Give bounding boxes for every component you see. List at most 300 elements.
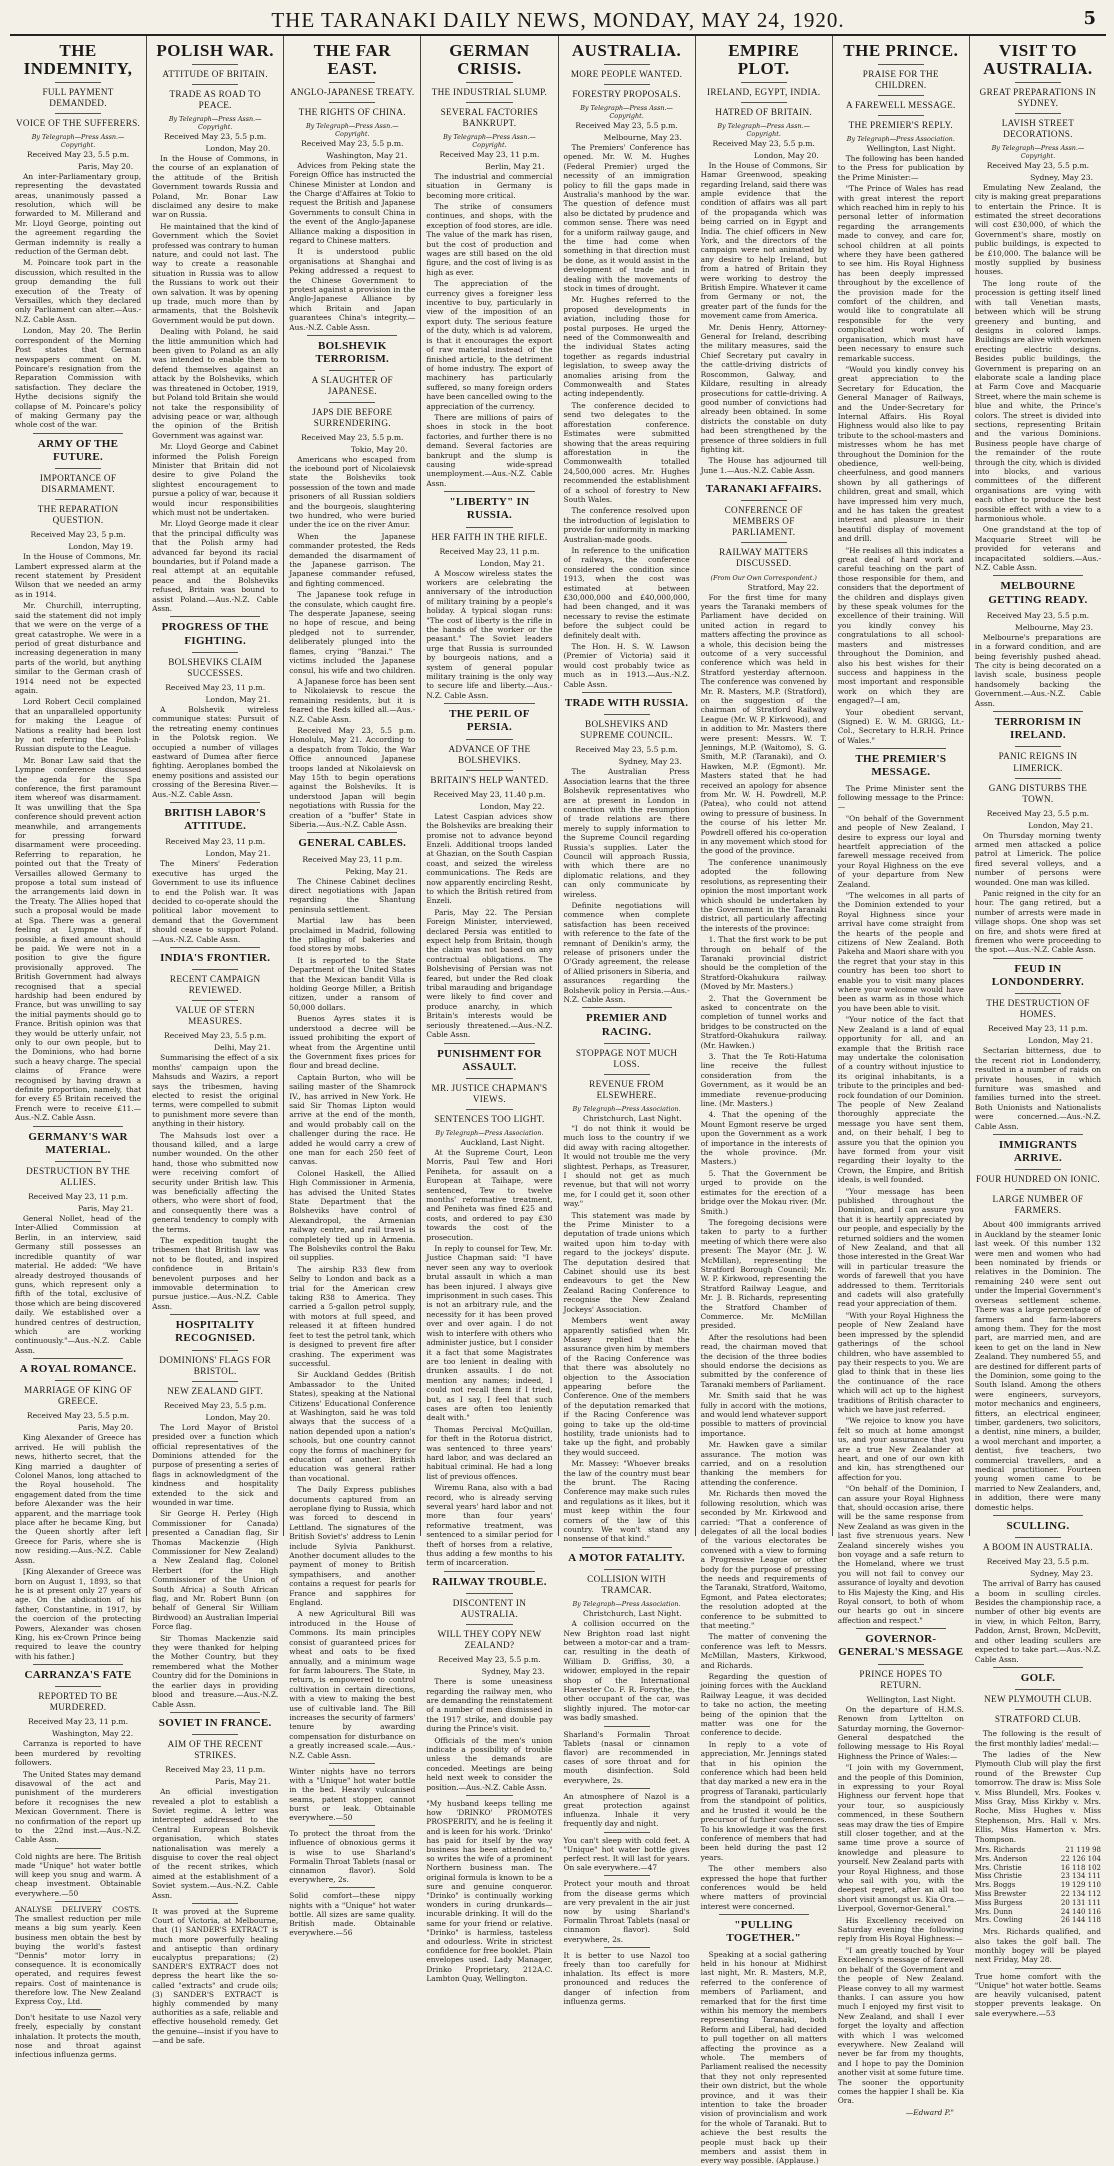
subheading: A SLAUGHTER OF JAPANESE. <box>311 375 393 397</box>
dateline: Auckland, Last Night. <box>460 1137 545 1147</box>
credit-line: By Telegraph—Press Assn.—Copyright. <box>168 114 262 131</box>
subheading: RECENT CAMPAIGN REVIEWED. <box>169 974 261 996</box>
received-line: Received May 23, 5.5 p.m. <box>986 160 1090 170</box>
subheading: A BOOM IN AUSTRALIA. <box>982 1542 1093 1553</box>
dateline: Washington, May 22. <box>52 1729 134 1739</box>
column-rule <box>741 102 787 103</box>
column-rule <box>719 478 809 479</box>
dateline: Sydney, May 23. <box>1030 1569 1093 1579</box>
article-paragraph: The conference resolved upon the introduction of legislation to provide for uniformity in marking Australian-made goods. <box>563 506 690 544</box>
article-paragraph: Mr. Churchill, interrupting, said the statement did not imply that we were on the verge of a great catastrophe. We were in a period of great disturbance and increasing degeneration in many parts of the world, but anything similar to the German crash of 1914 need not be expected again. <box>15 601 142 695</box>
column-5 <box>559 36 696 2006</box>
subheading: MARRIAGE OF KING OF GREECE. <box>24 1385 133 1407</box>
article-paragraph: The following has been handed to the Press for publication by the Prime Minister:— <box>837 153 964 182</box>
credit-line: By Telegraph—Press Assn.—Copyright. <box>717 121 811 138</box>
column-rule <box>604 1726 650 1727</box>
article-paragraph: The Daily Express publishes documents captured from an aeroplane flying to Russia, which was forced to descend in Lettland. The signatures of the British Soviet's' address to Lenin include Sylvia Pankhurst. Another document alludes to the payment of money to British sympathisers, and another contains a request for pearls for France and sapphires for England. <box>289 1485 416 1608</box>
article-paragraph: Colonel Haskell, the Allied High Commissioner in Armenia, has advised the United States State Department that the Bolsheviks have control of Alexandropol, the Armenian railway centre, and rail travel is completely tied up in Armenia. The Bolsheviks control the Baku oil supplies. <box>289 1168 416 1263</box>
subheading: PANIC REIGNS IN LIMERICK. <box>998 751 1078 773</box>
article-paragraph: After the resolutions had been read, the chairman moved that the decision of the three bodies should endorse the decisions as submitted by the conference of Taranaki members of Parliament. <box>700 1332 827 1389</box>
credit-line: By Telegraph—Press Assn.—Copyright. <box>443 132 536 149</box>
received-line: Received May 23, 5.5 p.m. <box>301 432 404 442</box>
table-row <box>975 1855 1101 1864</box>
article-paragraph: Mr. Lloyd George and Cabinet informed the Polish Foreign Minister that Britain did not desire to give Poland the slightest encouragement to pursue a policy of war, because it would incur responsibilities which must not be undertaken. <box>152 442 279 517</box>
golfer-name: Miss Burgess <box>974 1898 1023 1907</box>
column-rule <box>466 1593 512 1594</box>
article-paragraph: The strike of consumers continues, and shops, with the exception of food stores, are idle. The value of the mark has risen, but the cost of production and wages are still based on the old figure, and the cost of living is as high as ever. <box>426 202 553 277</box>
column-rule <box>466 527 512 528</box>
article-paragraph: A collision occurred on the New Brighton road last night between a motor-car and a tram-car, resulting in the death of William D. Griffiss, 30, a widower, employed in the repair shop of the International Harvester Co. F. R. Forsythe, the other occupant of the car, was slightly injured. The motor-car was badly smashed. <box>563 1619 690 1723</box>
golfer-name: Mrs. Richards <box>974 1846 1025 1855</box>
advertisement: "My husband keeps telling me how 'DRINKO' PROMOTES PROSPERITY, and he is feeling it and is keen for his work. 'Drinko' has paid for itself by the way business has been attended to," so writes the wife of a prominent Northern business man. The original formula is known to be a sure and genuine conqueror. "Drinko" is continually working wonders in curing drunkards—incurable drinking. It will do the same for your friend or relative. "Drinko" is harmless, tasteless and odourless. Write in strictest confidence for free booklet. Plain envelopes used. Lady Manager, Drinko Proprietary, 212A.C. Lambton Quay, Wellington. <box>426 1799 553 1983</box>
article-paragraph: "Your notice of the fact that New Zealand is a land of equal opportunity for all, and an example that the British race may undertake the colonisation of a country without injustice to its original inhabitants, is a tribute to the principles and bed-rock foundation of our Dominion. The people of New Zealand thoroughly appreciate the message you have sent them, and, on their behalf, I beg to assure you that the opinion you have formed from your visit regarding their loyalty to the Crown, the Empire, and British ideals, is well founded. <box>837 1015 964 1185</box>
subheading: AIM OF THE RECENT STRIKES. <box>167 1739 263 1761</box>
received-line: Received May 23, 5.5 p.m. <box>164 1400 267 1410</box>
subheading: MORE PEOPLE WANTED. <box>570 68 683 79</box>
article-paragraph: The Hon. H. S. W. Lawson (Premier of Victoria) said it would cost probably twice as much as in 1913.—Aus.-N.Z. Cable Assn. <box>563 642 690 689</box>
column-rule <box>604 84 650 85</box>
article-paragraph: The other members also expressed the hope that further conferences would be held where matters of provincial interest were concerned. <box>700 1864 827 1911</box>
received-line: Received May 23, 5.5 p.m. <box>164 1031 267 1041</box>
article-paragraph: In reference to the unification of railways, the conference considered the condition since 1913, when the cost was estimated at between £30,000,000 and £40,000,000, had been changed, and it was necessary to revise the estimate before the subject could be definitely dealt with. <box>563 545 690 640</box>
column-rule <box>170 1314 260 1315</box>
golfer-name: Miss Christie <box>974 1872 1022 1881</box>
article-paragraph: Received May 23, 5.5 p.m. Honolulu, May 21. According to a despatch from Tokio, the War Office announced Japanese troops landed at Nikolaievsk on May 15th to begin operations against the Bolsheviks. It is understood Japan will begin negotiations with Russia for the creation of a "buffer" State in Siberia.—Aus.-N.Z. Cable Assn. <box>289 725 416 829</box>
signature-line: —Edward P." <box>905 2107 954 2117</box>
article-paragraph: Wiremu Rana, also with a bad record, who is already serving several years' hard labor and not more than four years' reformative treatment, was sentenced to a similar period for theft of horses from a relative, thus adding a few months to his term of incarceration. <box>426 1483 553 1568</box>
article-paragraph: 1. That the first work to be put through on behalf of the Taranaki provincial district should be the completion of the Stratford-Okahukura railway. (Moved by Mr. Masters.) <box>700 935 827 992</box>
dateline: Melbourne, May 23. <box>603 132 682 142</box>
column-rule <box>878 115 924 116</box>
received-line: Received May 23, 5.5 p.m. <box>575 120 678 130</box>
golfer-score: 23 134 111 <box>1060 1872 1101 1881</box>
article-paragraph: Latest Caspian advices show the Bolsheviks are breaking their promise not to advance beyond Enzeli. Additional troops landed at Ghazian, on the South Caspian coast, and seized the wireless communications. The Reds are now apparently encircling Resht, to which the British retired from Enzeli. <box>426 811 553 906</box>
column-rule <box>582 692 672 693</box>
column-rule <box>192 652 238 653</box>
golfer-score: 24 140 116 <box>1060 1907 1101 1916</box>
column-rule <box>993 958 1083 959</box>
received-line: Received May 23, 11 p.m. <box>165 682 266 692</box>
article-paragraph: Mr. Bonar Law said that the Lympne conference discussed the agenda for the Spa conference, the first paramount item whereof was disarmament. It was unwilling that the Spa conference should prevent action meanwhile, and arrangements for pressing forward disarmament were proceeding. Referring to reparation, he pointed out that the Treaty of Versailles allowed Germany to propose a total sum instead of the arrangements laid down in the Treaty. The Allies hoped that such a proposal would be made at Spa. There was a general feeling at Lympne that, if possible, a fixed amount should be paid. We were not in a position to give the figure provisionally approved. The British Government had always recognised that a special hardship had been endured by France, but was unwilling to say the initial payments should go to France. British opinion was that they would be utterly unfair, not only to our own people, but to the Dominions, who had borne such a heavy charge. The special claims of France were recognised by having drawn a definite proportion, namely, that for every £5 Britain received the French were to receive £11.—Aus.-N.Z. Cable Assn. <box>15 755 142 1123</box>
section-heading: "LIBERTY" IN RUSSIA. <box>449 496 530 522</box>
column-rule <box>1015 1537 1061 1538</box>
column-rule <box>444 1043 534 1044</box>
column-rule <box>170 802 260 803</box>
received-line: Received May 23, 5.5 p.m. <box>26 149 130 159</box>
column-rule <box>192 1000 238 1001</box>
credit-line: By Telegraph—Press Assn.—Copyright. <box>305 121 399 138</box>
article-paragraph: General Nollet, head of the Inter-Allied Commission at Berlin, in an interview, said Germany still possesses an incredible quantity of war material. He added: "We have already destroyed thousands of guns, which represent only a fifth of the total, exclusive of those which are being discovered daily. We established over a hundred centres of destruction, which are working continuously."—Aus.-N.Z. Cable Assn. <box>15 1214 142 1355</box>
article-paragraph: Speaking at a social gathering held in his honour at Midhirst last night, Mr. R. Masters, M.P., referred to the conference of members of Parliament, and remarked that for the first time within his memory the members representing Taranaki, both Reform and Liberal, had decided to pull together on all matters affecting the province as a whole. The members of Parliament realised the necessity that they not only represented their own district, but the whole province, and it was their intention to take the broader vision of provincialism and work for the whole of Taranaki. But to achieve the best results the people must back up their members and assist them in every way possible. (Applause.) <box>700 1949 827 2166</box>
dateline: London, May 21. <box>205 849 271 859</box>
golf-results-table <box>975 1846 1101 1925</box>
column-rule <box>466 1078 512 1079</box>
section-heading: A MOTOR FATALITY. <box>568 1551 685 1564</box>
article-paragraph: On the departure of H.M.S. Renown from Lyttelton on Saturday morning, the Governor-General despatched the following message to His Royal Highness the Prince of Wales:— <box>837 1704 964 1761</box>
article-paragraph: The Miners' Federation executive has urged the Government to use its influence to end the Polish war. It was decided to co-operate should the political labor movement to demand that the Government should cease to support Poland.—Aus.-N.Z. Cable Assn. <box>152 859 279 944</box>
subheading: THE PREMIER'S REPLY. <box>848 119 953 130</box>
advertisement: True home comfort with the "Unique" hot water bottle. Seams are heavily vulcanised, patent stopper prevents leakage. On sale everywhere.—53 <box>974 1971 1101 2018</box>
dateline: Berlin, May 21. <box>485 161 545 171</box>
advertisement: You can't sleep with cold feet. A "Unique" hot water bottle gives perfect rest. It will last for years. On sale everywhere.—47 <box>563 1835 690 1873</box>
article-paragraph: When the Japanese commander protested, the Reds demanded the disarmament of the Japanese garrison. The Japanese commander refused, and fighting commenced. <box>289 531 416 588</box>
dateline: Paris, May 20. <box>77 1423 134 1433</box>
column-rule <box>466 739 512 740</box>
column-rule <box>719 1914 809 1915</box>
subheading: ANGLO-JAPANESE TREATY. <box>290 86 415 97</box>
column-7 <box>833 36 970 2117</box>
article-paragraph: 4. That the opening of the Mount Egmont reserve be urged upon the Government as a work of importance in the interests of the whole province. (Mr. Masters.) <box>700 1110 827 1167</box>
column-rule <box>1015 1169 1061 1170</box>
golfer-score: 21 119 98 <box>1065 1846 1101 1855</box>
column-4 <box>421 36 558 1983</box>
column-rule <box>1015 1189 1061 1190</box>
article-paragraph: M. Poincare took part in the discussion, which resulted in the group demanding the full execution of the Treaty of Versailles, which they declared only Parliament can alter.—Aus.-N.Z. Cable Assn. <box>15 258 142 324</box>
column-rule <box>55 82 101 83</box>
article-paragraph: "The welcomes in all parts of the Dominion extended to your Royal Highness since your arrival have come straight from the hearts of the people and citizens of New Zealand. Both Pakeha and Maori share with you the regret that your stay in this country has been too short to enable you to visit many places where your welcome would have been as warm as in those which you have been able to visit. <box>837 891 964 1013</box>
column-rule <box>55 1686 101 1687</box>
article-paragraph: Captain Burton, who will be sailing master of the Shamrock IV., has arrived in New York. He said Sir Thomas Lipton would arrive at the end of the month, and would probably call on the challenger during the race. He added he would carry a crew of one man for each 250 feet of canvas. <box>289 1072 416 1167</box>
dateline: Peking, May 21. <box>345 866 408 876</box>
dateline: London, May 19. <box>68 542 134 552</box>
section-heading: THE PREMIER'S MESSAGE. <box>855 753 947 779</box>
article-paragraph: This statement was made by the Prime Minister to a deputation of trade unions which waited upon him to-day with regard to the jockeys' dispute. The deputation desired that Cabinet should use its best endeavours to get the New Zealand Racing Conference to recognise the New Zealand Jockeys' Association. <box>563 1210 690 1314</box>
article-paragraph: Thomas Percival McQuillan, for theft in the Rotorua district, was sentenced to three years' hard labor, and was declared an habitual criminal. He had a long list of previous offences. <box>426 1424 553 1481</box>
received-line: Received May 23, 11 p.m. <box>302 854 403 864</box>
article-paragraph: Paris, May 22. The Persian Foreign Minister, interviewed, declared Persia was entitled to expect help from Britain, though the claim was not based on any contractual obligations. The Bolshevising of Persian was not feared, but under the Red cloak tribal marauding and brigandage were likely to find cover and produce anarchy, in which Britain's interests would be seriously threatened.—Aus.-N.Z. Cable Assn. <box>426 907 553 1040</box>
dateline: London, May 20. <box>205 143 271 153</box>
advertisement: Don't hesitate to use Nazol very freely, especially by constant inhalation. It protects the mouth, nose and throat against infectious influenza germs. <box>15 2013 142 2059</box>
dateline: London, May 22. <box>479 801 545 811</box>
subheading: JAPS DIE BEFORE SURRENDERING. <box>312 406 393 428</box>
column-rule <box>33 1126 123 1127</box>
column-rule <box>466 770 512 771</box>
article-paragraph: On Thursday morning twenty armed men attacked a police patrol at Limerick. The police fired several volleys, and a number of persons were wounded. One man was killed. <box>974 830 1101 887</box>
article-paragraph: "With your Royal Highness the people of New Zealand have been impressed by the splendid gatherings of the school children, who have assembled to pay their respects to you. We are glad to think that in these lies the continuance of the race which will act up to the highest traditions of British character to which we have just referred. <box>837 1310 964 1414</box>
article-paragraph: The expedition taught the tribesmen that British law was not to be flouted, and inspired confidence in Britain's benevolent purposes and her immovable determination to pursue justice.—Aus.-N.Z. Cable Assn. <box>152 1236 279 1311</box>
column-rule <box>604 1875 650 1876</box>
article-paragraph: The ladies of the New Plymouth Club will play the first round of the Brewster Cup tomorrow. The draw is: Miss Sole v. Miss Blundell, Mrs. Fookes v. Miss Gray, Miss Kirkby v. Mrs. Roche, Miss Hughes v. Miss Stephenson, Mrs. Hall v. Mrs. Ellis, Miss Hamerton v. Mrs. Thompson. <box>974 1749 1101 1844</box>
article-paragraph: In reply to a vote of appreciation, Mr. Jennings stated that in his opinion the conference which had been held that day marked a new era in the progress of Taranaki, particularly from the standpoint of politics, and he trusted it would be the precursor of further conferences. To his knowledge it was the first conference of members that had been held during the past 12 years. <box>700 1739 827 1862</box>
article-paragraph: The arrival of Barry has caused a boom in sculling circles. Besides the championship race, a number of other big events are in view, in which Felton, Barry, Paddon, Arnst, Brown, McDevitt, and other leading scullers are expected to take part.—Aus.-N.Z. Cable Assn. <box>974 1579 1101 1664</box>
column-rule <box>604 64 650 65</box>
advertisement: Sharland's Formalin Throat Tablets (nasal or cinnamon flavor) are recommended in cases of sore throat and for mouth disinfection. Sold everywhere, 2s. <box>563 1729 690 1785</box>
credit-line: By Telegraph—Press Assn.—Copyright. <box>991 143 1085 160</box>
column-rule <box>741 542 787 543</box>
subheading: BOLSHEVIKS CLAIM SUCCESSES. <box>168 656 263 678</box>
column-rule <box>444 491 534 492</box>
column-rule <box>55 1161 101 1162</box>
article-paragraph: Your obedient servant, (Signed) E. W. M. GRIGG, Lt.-Col., Secretary to H.R.H. Prince of Wales." <box>837 707 964 745</box>
subheading: ATTITUDE OF BRITAIN. <box>162 68 268 79</box>
dateline: London, May 20. <box>754 150 819 160</box>
section-heading: FEUD IN LONDONDERRY. <box>991 962 1085 989</box>
column-rule <box>192 1903 238 1904</box>
article-paragraph: Sir Auckland Geddes (British Ambassador to the United States), speaking at the National Citizens' Educational Conference at Washington, said he was told always that the success of a nation depended upon a nation's schools, but one country cannot copy the forms of machinery for education of another. British education was general rather than vocational. <box>289 1370 416 1483</box>
dateline: Paris, May 21. <box>77 1204 134 1214</box>
article-paragraph: Sir Thomas Mackenzie said they were thanked for helping the Mother Country, but they remembered what the Mother Country did for the Dominions in the earlier days in providing blood and treasure.—Aus.-N.Z. Cable Assn. <box>152 1633 279 1709</box>
advertisement: It is better to use Nazol too freely than too carefully for inhalation. Its effect is more pronounced and reduces the danger of infection from influenza germs. <box>563 1950 690 2006</box>
column-rule <box>466 1109 512 1110</box>
article-paragraph: "I am greatly touched by Your Excellency's message of farewell on behalf of the Government and the people of New Zealand. Please convey to all my warmest thanks. I can assure you how much I enjoyed my first visit to New Zealand, and shall I ever forget the loyalty and affection with which I was welcomed everywhere. New Zealand will never be far from my thoughts, and I hope to pay the Dominion another visit at some future time. The sooner the opportunity comes the happier I shall be. Kia Ora. <box>837 1945 964 2106</box>
article-paragraph: "I do not think it would be much loss to the country if we did away with racing altogether. It would not trouble me the very slightest. Perhaps, as Treasurer, I should not get as much revenue, but that will not worry me, for I could get it, soon other way." <box>563 1123 690 1209</box>
subheading: LARGE NUMBER OF FARMERS. <box>992 1194 1084 1216</box>
column-rule <box>1015 113 1061 114</box>
column-rule <box>192 1381 238 1382</box>
column-rule <box>993 1134 1083 1135</box>
dateline: London, May 21. <box>1028 820 1093 830</box>
subheading: THE DESTRUCTION OF HOMES. <box>986 998 1090 1020</box>
golfer-score: 16 118 102 <box>1060 1863 1101 1872</box>
subheading: REPORTED TO BE MURDERED. <box>38 1691 118 1713</box>
subheading: IMPORTANCE OF DISARMAMENT. <box>39 473 117 495</box>
received-line: Received May 23, 5.5 p.m. <box>575 745 678 755</box>
column-rule <box>192 969 238 970</box>
golfer-score: 19 129 110 <box>1060 1881 1101 1890</box>
section-heading: SCULLING. <box>1006 1520 1070 1533</box>
table-row <box>975 1864 1101 1873</box>
article-paragraph: Emulating New Zealand, the city is making great preparations to entertain the Prince. It is estimated the street decorations will cost £30,000, of which the Government's share, mostly on public buildings, is expected to be £10,000. The balance will be mostly supplied by business houses. <box>974 182 1101 277</box>
section-heading: GENERAL CABLES. <box>298 837 407 850</box>
article-paragraph: "On behalf of the Government and people of New Zealand, I desire to express our loyal and heartfelt appreciation of the farewell message received from your Royal Highness on the eve of your departure from New Zealand. <box>837 813 964 889</box>
subheading: COLLISION WITH TRAMCAR. <box>587 1574 666 1596</box>
article-paragraph: Sectarian bitterness, due to the recent riot in Londonderry, resulted in a number of raids on private houses, in which furniture was smashed and families turned into the street. Both Unionists and Nationalists were concerned.—Aus.-N.Z. Cable Assn. <box>974 1046 1101 1131</box>
article-paragraph: There is some uneasiness regarding the railway men, who are demanding the reinstatement of a number of men dismissed in the 1917 strike, and double pay during the Prince's visit. <box>426 1677 553 1734</box>
subheading: PRAISE FOR THE CHILDREN. <box>862 68 939 90</box>
article-paragraph: An official investigation revealed a plot to establish a Soviet regime. A letter was intercepted addressed to the Central European Bolshevik organisation, which states nationalisation was merely a disguise to cover the real object of the recent strikes, which aimed at the establishment of a Soviet system.—Aus.-N.Z. Cable Assn. <box>152 1787 279 1900</box>
article-paragraph: One grandstand at the top of Macquarie Street will be provided for veterans and incapacitated soldiers.—Aus.-N.Z. Cable Assn. <box>974 525 1101 573</box>
golfer-name: Mrs. Cowling <box>974 1916 1023 1925</box>
received-line: Received May 23, 5 p.m. <box>30 530 126 540</box>
credit-line: By Telegraph—Press Association. <box>435 1128 544 1137</box>
column-rule <box>582 1007 672 1008</box>
advertisement: Protect your mouth and throat from the disease germs which are very prevalent in the air just now by using Sharland's Formalin Throat Tablets (nasal or cinnamon flavor). Sold everywhere, 2s. <box>563 1879 690 1944</box>
article-paragraph: The Premiers' Conference has opened. Mr. W. M. Hughes (Federal Premier) urged the necessity of an immigration policy to fill the gaps made in Australia's manhood by the war. The question of defence must also be dictated by prudence and common sense. There was need for a uniform railway gauge, and the time had come when something in that direction must be done, as it would assist in the development of trade and in dealing with the movements of stock in times of drought. <box>563 142 690 293</box>
column-rule <box>993 1667 1083 1668</box>
credit-line: By Telegraph—Press Assn.—Copyright. <box>31 132 125 149</box>
column-headline: POLISH WAR. <box>156 41 274 60</box>
column-1 <box>10 36 147 2059</box>
dateline: Wellington, Last Night. <box>866 143 956 153</box>
dateline: London, May 21. <box>479 558 545 568</box>
dateline: Sydney, May 23. <box>1030 172 1093 182</box>
dateline: Christchurch, Last Night. <box>583 1113 682 1123</box>
article-paragraph: The matter of convening the conference was left to Messrs. McMillan, Masters, Kirkwood, and Richards. <box>700 1632 827 1670</box>
dateline: Sydney, May 23. <box>618 757 682 767</box>
dateline: Wellington, Last Night. <box>866 1694 956 1704</box>
column-rule <box>604 1788 650 1789</box>
column-rule <box>192 1350 238 1351</box>
subheading: REVENUE FROM ELSEWHERE. <box>589 1078 664 1100</box>
article-paragraph: At the Supreme Court, Leon Morris, Paul Tew and Hori Peniheta, for assault on a European at Taihape, were sentenced, Tew to twelve months' reformative treatment, and Peniheta was fined £25 and costs, and ordered to pay £30 towards the cost of the prosecution. <box>426 1147 553 1242</box>
subheading: HATRED OF BRITAIN. <box>715 106 813 117</box>
subheading: DISCONTENT IN AUSTRALIA. <box>452 1598 527 1620</box>
column-rule <box>55 1848 101 1849</box>
section-heading: "PULLING TOGETHER." <box>726 1919 801 1945</box>
subheading: LAVISH STREET DECORATIONS. <box>1001 117 1075 139</box>
column-rule <box>329 402 375 403</box>
column-rule <box>329 1887 375 1888</box>
golfer-name: Mrs. Boggs <box>974 1881 1016 1890</box>
column-rule <box>192 84 238 85</box>
article-paragraph: [King Alexander of Greece was born on August 1, 1893, so that he is at present only 27 years of age. On the abdication of his father, Constantine, in 1917, by the coercion of the protecting Powers, Alexander was chosen King, his ex-Crown Prince being required to leave the country with his father.] <box>15 1567 142 1661</box>
article-paragraph: Lord Robert Cecil complained that an unparalleled opportunity for making the League of Nations a reality had been lost by not referring the Polish-Russian dispute to the League. <box>15 697 142 754</box>
received-line: Received May 23, 5.5 p.m. <box>164 131 267 141</box>
column-headline: THE PRINCE. <box>843 41 959 60</box>
advertisement: Cold nights are here. The British made "Unique" hot water bottle will keep you snug and warm. A cheap investment. Obtainable everywhere.—50 <box>15 1851 142 1898</box>
article-paragraph: Buenos Ayres states it is understood a decree will be issued prohibiting the export of wheat from the Argentine until the Government fixes prices for flour and bread decline. <box>289 1014 416 1071</box>
column-rule <box>192 64 238 65</box>
column-rule <box>878 64 924 65</box>
column-rule <box>444 1571 534 1572</box>
article-paragraph: There are millions of pairs of shoes in stock in the boot factories, and further there is no demand. Several factories are bankrupt and the slump is causing wide-spread unemployment.—Aus.-N.Z. Cable Assn. <box>426 412 553 488</box>
column-headline: THE INDEMNITY, <box>23 41 133 78</box>
received-line: Received May 23, 5.5 p.m. <box>438 1655 541 1665</box>
received-line: Received May 23, 11 p.m. <box>439 546 540 556</box>
article-paragraph: Regarding the question of joining forces with the Auckland Railway League, it was decided to take no action, the meeting being of the opinion that the matter was one for the conference to decide. <box>700 1672 827 1738</box>
advertisement: ANALYSE DELIVERY COSTS. The smallest reduction per mile means a big sum yearly. Keen business men obtain the best by buying the world's fastest "Dennis" motor lorry in consequence. It is economically operated, and requires fewest repairs. Cost of maintenance is therefore low. The New Zealand Express Coy., Ltd. <box>15 1904 142 2006</box>
subheading: IRELAND, EGYPT, INDIA. <box>707 86 821 97</box>
column-3 <box>284 36 421 1938</box>
subheading: SENTENCES TOO LIGHT. <box>434 1113 545 1124</box>
column-rule <box>741 500 787 501</box>
advertisement: It was proved at the Supreme Court of Victoria, at Melbourne, that (1) SANDER'S EXTRACT is much more powerfully healing and antiseptic than ordinary eucalyptus preparations; (2) SANDER'S EXTRACT does not depress the heart like the so-called "extracts" and crude oils; (3) SANDER'S EXTRACT is highly commended by many authorities as a safe, reliable and effective household remedy. Get the genuine—insist if you have to—and be safe. <box>152 1907 279 2045</box>
received-line: Received May 23, 11 p.m. <box>165 837 266 847</box>
subheading: THE INDUSTRIAL SLUMP. <box>431 86 548 97</box>
dateline: Tokio, May 20. <box>350 444 408 454</box>
article-paragraph: "He realises all this indicates a great deal of hard work and careful teaching on the part of those responsible for them, and considers that the deportment of the children and displays given by these speak volumes for the excellence of their training. Will you kindly convey his congratulations to all school-masters and mistresses throughout the Dominion, and also his best wishes for their success and happiness in the most important and responsible work on which they are engaged?—I am, <box>837 545 964 706</box>
column-rule <box>170 947 260 948</box>
article-paragraph: The Prime Minister sent the following message to the Prince:— <box>837 783 964 812</box>
column-rule <box>604 714 650 715</box>
received-line: Received May 23, 5.5 p.m. <box>986 610 1090 620</box>
subheading: STRATFORD CLUB. <box>994 1714 1082 1725</box>
golfer-score: 22 126 104 <box>1060 1854 1101 1863</box>
column-rule <box>1015 1968 1061 1969</box>
column-2 <box>147 36 284 2045</box>
golfer-name: Miss Brewster <box>974 1890 1027 1899</box>
subheading: GANG DISTURBS THE TOWN. <box>988 782 1088 804</box>
article-paragraph: 5. That the Government be urged to provide on the estimates for the erection of a bridge over the Mokau river. (Mr. Smith.) <box>700 1168 827 1216</box>
column-headline: VISIT TO AUSTRALIA. <box>983 41 1093 78</box>
section-heading: BRITISH LABOR'S ATTITUDE. <box>164 806 266 833</box>
column-rule <box>329 1763 375 1764</box>
section-heading: IMMIGRANTS ARRIVE. <box>998 1138 1078 1165</box>
article-paragraph: Dealing with Poland, he said the little ammunition which had been given to Poland as an ally was intended to enable them to defend themselves against an attack by the Bolsheviks, which was threatened in October, 1919, but Poland told Britain she would not take the responsibility of advising peace or war, although the opinion of the British Government was against war. <box>152 327 279 440</box>
column-rule <box>329 370 375 371</box>
article-paragraph: Mr. Hughes referred to the proposed developments in aviation, including those for postal purposes. He urged the need of the Commonwealth and the individual States acting together as regards industrial legislation, to sweep away the anomalies arising from the Commonwealth and States acting independently. <box>563 295 690 399</box>
subheading: STOPPAGE NOT MUCH LOSS. <box>575 1047 678 1069</box>
section-heading: BOLSHEVIK TERRORISM. <box>315 340 390 366</box>
golfer-score: 26 144 118 <box>1060 1916 1101 1925</box>
article-paragraph: Mr. Lloyd George made it clear that the principal difficulty was that the Polish army had advanced far beyond its racial boundaries, but if Poland made a real attempt at an equitable peace and the Bolsheviks refused, Britain was bound to assist Poland.—Aus.-N.Z. Cable Assn. <box>152 519 279 614</box>
masthead-title: THE TARANAKI DAILY NEWS, MONDAY, MAY 24, 1920. <box>271 7 845 32</box>
section-heading: PREMIER AND RACING. <box>585 1012 668 1038</box>
column-rule <box>993 711 1083 712</box>
section-heading: HOSPITALITY RECOGNISED. <box>175 1319 256 1345</box>
received-line: Received May 23, 11 p.m. <box>28 1192 129 1202</box>
column-rule <box>55 468 101 469</box>
golfer-score: 20 131 111 <box>1060 1898 1101 1907</box>
column-rule <box>878 1664 924 1665</box>
section-heading: TRADE WITH RUSSIA. <box>564 697 689 710</box>
article-paragraph: Mr. Massey: "Whoever breaks the law of the country must bear the brunt. The Racing Conference may make such rules and regulations as it likes, but it must keep within the four corners of the law of this country. We won't stand any nonsense of that kind." <box>563 1459 690 1544</box>
column-8 <box>970 36 1106 2018</box>
intro-text: The following is the result of the first monthly ladies' medal:— <box>974 1729 1101 1748</box>
article-paragraph: "On behalf of the Dominion, I can assure your Royal Highness that, should occasion arise, there will be the same response from New Zealand as was given in the last five strenuous years. New Zealand sincerely wishes you bon voyage and a safe return to the Homeland, where we trust you will not fail to convey our assurance of loyalty and devotion to His Majesty the King, and His Royal consort, to both of whom our hearts go out in sincere affection and respect." <box>837 1484 964 1625</box>
subheading: BOLSHEVIKS AND SUPREME COUNCIL. <box>580 719 673 741</box>
section-heading: GERMANY'S WAR MATERIAL. <box>28 1130 128 1156</box>
article-paragraph: The conference unanimously adopted the following resolutions, as representing their opinion the most important work which should be undertaken by the Government in the Taranaki district, all particularly affecting the interests of the province: <box>700 857 827 933</box>
dateline: London, May 21. <box>205 694 271 704</box>
column-rule <box>1015 993 1061 994</box>
article-paragraph: Mr. Denis Henry, Attorney-General for Ireland, describing the military measures, said the Chief Secretary put cavalry in the cattle-driving districts of Roscommon, Galway, and Kildare, resulting in already prosecutions for cattle-driving. A good number of convictions had already been obtained. In some districts the constable on duty had been strengthened by the presence of three soldiers in full fighting kit. <box>700 322 827 454</box>
column-rule <box>55 2009 101 2010</box>
article-paragraph: Martial law has been proclaimed in Madrid, following the pillaging of bakeries and food stores by mobs. <box>289 916 416 954</box>
column-rule <box>329 102 375 103</box>
column-rule <box>33 1358 123 1359</box>
advertisement: Solid comfort—these nippy nights with a "Unique" hot water bottle. All sizes are same quality. British made. Obtainable everywhere.—56 <box>289 1891 416 1938</box>
section-heading: PUNISHMENT FOR ASSAULT. <box>437 1047 542 1073</box>
dateline: Paris, May 21. <box>215 1777 271 1787</box>
subheading: ADVANCE OF THE BOLSHEVIKS. <box>448 743 531 765</box>
article-paragraph: In the House of Commons, Mr. Lambert expressed alarm at the recent statement by President Wilson that we needed an army as in 1914. <box>15 552 142 599</box>
article-paragraph: An inter-Parliamentary group, representing the devastated areas, unanimously passed a resolution, which will be forwarded to M. Millerand and Mr. Lloyd George, pointing out the agreement regarding the German indemnity is really a reduction of the German debt. <box>15 171 142 257</box>
column-headline: EMPIRE PLOT. <box>728 41 800 78</box>
dateline: Washington, May 21. <box>326 150 408 160</box>
section-heading: PROGRESS OF THE FIGHTING. <box>161 621 269 647</box>
article-paragraph: It is understood public organisations at Shanghai and Peking addressed a request to the Chinese Government to protest against a provision in the Anglo-Japanese Alliance by which Britain and Japan guarantees China's integrity.—Aus.-N.Z. Cable Assn. <box>289 247 416 332</box>
article-paragraph: The Chinese Cabinet declines direct negotiations with Japan regarding the Shantung peninsula settlement. <box>289 876 416 914</box>
section-heading: MELBOURNE GETTING READY. <box>988 580 1088 606</box>
table-row <box>975 1916 1101 1925</box>
dateline: Christchurch, Last Night. <box>583 1609 682 1619</box>
subheading: DESTRUCTION BY THE ALLIES. <box>26 1166 131 1188</box>
article-paragraph: The Australian Press Association learns that the three Bolshevik representatives who are at present in London in connection with the resumption of trade relations are there merely to supply information to the Supreme Council regarding Russia's supplies. Later the Council will approach Russia, with which there are no diplomatic relations, and they can only communicate by wireless. <box>563 767 690 899</box>
article-paragraph: The long route of the procession is getting itself lined with tall Venetian masts, between which will be strung greenery and bunting, and designs in colored lamps. Buildings are alive with workmen erecting electric designs. Besides public buildings, the Government is preparing on an elaborate scale a landing place at Farm Cove and Macquarie Street, where the main scheme is blue and white, the Prince's colors. The street is divided into sections, representing Britain and the various Dominions. Business people have charge of the remainder of the route through the city, which is divided into blocks, and various committees of the different organisations are vying with each other to produce the best possible effect with a view to a harmonious whole. <box>974 278 1101 524</box>
advertisement: Winter nights have no terrors with a "Unique" hot water bottle in the bed. Heavily vulcanised seams, patent stopper, cannot burst or leak. Obtainable everywhere.—50 <box>289 1766 416 1822</box>
section-heading: TERRORISM IN IRELAND. <box>994 716 1082 742</box>
column-rule <box>1015 1689 1061 1690</box>
article-paragraph: 2. That the Government be asked to concentrate on the completion of tunnel works and bridges to be constructed on the Stratford-Okahukura railway. (Mr. Hawken.) <box>700 993 827 1050</box>
column-rule <box>1015 778 1061 779</box>
subheading: WILL THEY COPY NEW ZEALAND? <box>437 1629 542 1651</box>
article-paragraph: "Would you kindly convey his great appreciation to the Secretary for Education, the General Manager of Railways, and the Under-Secretary for Internal Affairs. His Royal Highness would also like to pay tribute to the school-masters and mistresses whom he has met throughout the Dominion for the obedience, well-being, cheerfulness, and good manners shown by all gatherings of children, great and small, which have impressed him very much, and he has taken the greatest interest and pleasure in their beautiful display of movement and drill. <box>837 364 964 544</box>
subheading: GREAT PREPARATIONS IN SYDNEY. <box>979 86 1097 108</box>
subheading: VALUE OF STERN MEASURES. <box>175 1005 255 1027</box>
section-heading: INDIA'S FRONTIER. <box>160 951 271 964</box>
received-line: Received May 23, 5.5 p.m. <box>986 1557 1090 1567</box>
article-paragraph: "I join with my Government, and the people of this Dominion, in expressing to your Royal Highness our fervent hope that your tour, so auspiciously commenced, in these Southern seas may draw the ties of Empire still closer together, and at the same time prove a source of knowledge and pleasure to yourself. New Zealand parts with your Royal Highness, and those who sail with you, with the deepest regret, after an all too short visit amongst us. Kia Ora.—Liverpool, Governor-General." <box>837 1763 964 1914</box>
article-paragraph: Definite negotiations will commence when complete satisfaction has been received with reference to the fate of the remnant of Denikin's army, the release of prisoners under the O'Grady agreement, the release of Allied prisoners in Siberia, and assurances regarding the Bolshevik policy in Persia.—Aus.-N.Z. Cable Assn. <box>563 901 690 1005</box>
column-rule <box>170 1712 260 1713</box>
article-paragraph: He maintained that the kind of Government which the Soviet professed was contrary to human nature, and could not last. The way to create a reasonable situation in Russia was to allow the Russians to work out their own salvation. It was by opening up trade, much more than by armaments, that the Bolshevik Government would be put down. <box>152 221 279 325</box>
table-row <box>975 1890 1101 1899</box>
subheading: TRADE AS ROAD TO PEACE. <box>169 88 261 110</box>
article-paragraph: It is reported to the State Department of the United States that the Mexican bandit Villa is holding George Miller, a British citizen, under a ransom of 50,000 dollars. <box>289 955 416 1012</box>
column-rule <box>466 102 512 103</box>
section-heading: SOVIET IN FRANCE. <box>158 1716 272 1729</box>
article-paragraph: The Mahsuds lost over a thousand killed, and a large number wounded. On the other hand, those who submitted now were receiving comfort of security under British law. This was beneficially affecting the others, who were short of food, and consequently there was a general tendency to comply with the terms. <box>152 1130 279 1234</box>
article-paragraph: A new Agricultural Bill was introduced in the House of Commons. Its main principles consist of guaranteed prices for wheat and oats to be fixed annually, and a minimum wage for farm labourers. The State, in return, is empowered to control cultivation in certain directions, with a view to making the best use of cultivable land. The Bill increases the security of farmers' tenure by awarding compensation for disturbance on a greatly increased scale.—Aus.-N.Z. Cable Assn. <box>289 1609 416 1760</box>
subheading: NEW ZEALAND GIFT. <box>167 1385 264 1396</box>
column-rule <box>604 1569 650 1570</box>
article-paragraph: In the House of Commons, Sir Hamar Greenwood, speaking regarding Ireland, said there was ample evidence that the condition of affairs was all part of the propaganda which was being carried on in Egypt and India. The chief officers in New York, and the directors of the campaign were not animated by any desire to help Ireland, but from a hatred of Britain they were working to destroy the British Empire. Whatever it came from Germany or not, the greater part of the funds for the movement came from America. <box>700 160 827 321</box>
credit-line: By Telegraph—Press Assn.—Copyright. <box>580 103 673 120</box>
article-paragraph: The House has adjourned till June 1.—Aus.-N.Z. Cable Assn. <box>700 456 827 475</box>
credit-line: By Telegraph—Press Association. <box>572 1104 681 1113</box>
table-row <box>975 1908 1101 1917</box>
